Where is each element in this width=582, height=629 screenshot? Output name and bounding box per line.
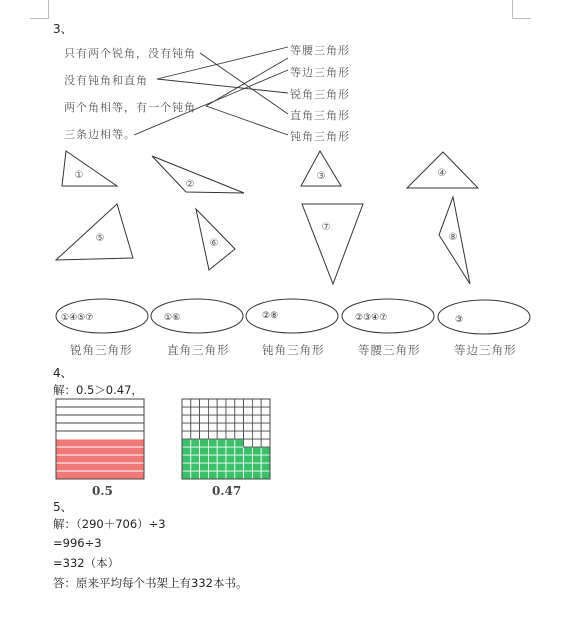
grid-cell — [217, 415, 226, 423]
question-5-answer: 答：原来平均每个书架上有332本书。 — [53, 576, 248, 590]
grid-cell — [244, 415, 253, 423]
grid-cell — [226, 431, 235, 439]
grid-cell-shaded — [261, 447, 270, 455]
grid-cell-shaded — [217, 463, 226, 471]
group-ellipse-obtuse — [246, 299, 338, 333]
stripe — [56, 407, 144, 415]
grid-cell-shaded — [226, 471, 235, 479]
grid-cell — [200, 431, 209, 439]
grid-cell — [208, 431, 217, 439]
group-members-equilateral: ③ — [455, 315, 464, 325]
grid-cell — [182, 431, 191, 439]
question-5-line-3: =332（本） — [53, 556, 120, 570]
grid-cell-shaded — [200, 439, 209, 447]
stripe — [56, 415, 144, 423]
grid-cell-shaded — [244, 447, 253, 455]
grid-cell-shaded — [200, 463, 209, 471]
grid-cell — [252, 431, 261, 439]
grid-cell — [191, 431, 200, 439]
figure-hundred-grid — [181, 398, 273, 480]
condition-4: 三条边相等。 — [64, 128, 136, 141]
grid-cell — [182, 407, 191, 415]
stripe-shaded — [56, 455, 144, 463]
triangle-label-1: ① — [74, 170, 84, 181]
grid-cell — [244, 423, 253, 431]
grid-cell — [191, 415, 200, 423]
grid-cell-shaded — [208, 471, 217, 479]
grid-cell — [200, 423, 209, 431]
stripe — [56, 423, 144, 431]
stripe — [56, 399, 144, 407]
triangle-label-4: ④ — [437, 168, 447, 179]
grid-cell-shaded — [217, 455, 226, 463]
grid-cell-shaded — [244, 471, 253, 479]
grid-cell-shaded — [208, 447, 217, 455]
stripe-shaded — [56, 463, 144, 471]
grid-cell-shaded — [182, 447, 191, 455]
grid-cell — [208, 407, 217, 415]
grid-cell-shaded — [252, 447, 261, 455]
grid-cell — [252, 407, 261, 415]
grid-cell — [244, 407, 253, 415]
grid-cell-shaded — [200, 455, 209, 463]
grid-cell-shaded — [235, 463, 244, 471]
figure-b-caption: 0.47 — [212, 484, 242, 498]
grid-cell-shaded — [191, 471, 200, 479]
grid-cell-shaded — [261, 463, 270, 471]
group-ellipse-equilateral — [438, 300, 530, 334]
grid-cell — [208, 415, 217, 423]
type-obtuse: 钝角三角形 — [290, 130, 350, 143]
grid-cell-shaded — [226, 455, 235, 463]
category-acute: 锐角三角形 — [70, 343, 133, 357]
group-members-obtuse: ②⑧ — [262, 311, 279, 321]
stripe-shaded — [56, 471, 144, 479]
grid-cell — [208, 423, 217, 431]
grid-cell-shaded — [226, 439, 235, 447]
grid-cell-shaded — [252, 471, 261, 479]
grid-cell — [235, 431, 244, 439]
grid-cell — [208, 399, 217, 407]
grid-cell-shaded — [191, 455, 200, 463]
grid-cell — [200, 399, 209, 407]
grid-cell-shaded — [244, 463, 253, 471]
figure-a-caption: 0.5 — [92, 484, 113, 498]
grid-cell — [261, 415, 270, 423]
triangle-label-7: ⑦ — [321, 222, 331, 233]
type-isosceles: 等腰三角形 — [290, 44, 350, 57]
grid-cell — [235, 399, 244, 407]
triangle-label-5: ⑤ — [95, 233, 105, 244]
question-5-number: 5、 — [53, 500, 73, 514]
type-right: 直角三角形 — [290, 109, 350, 122]
grid-cell — [261, 399, 270, 407]
grid-cell-shaded — [217, 439, 226, 447]
grid-cell — [226, 407, 235, 415]
grid-cell — [191, 423, 200, 431]
grid-cell-shaded — [200, 447, 209, 455]
grid-cell-shaded — [182, 463, 191, 471]
triangle-label-3: ③ — [316, 171, 326, 182]
category-obtuse: 钝角三角形 — [262, 343, 325, 357]
condition-2: 没有钝角和直角 — [64, 74, 148, 87]
grid-cell — [182, 423, 191, 431]
grid-cell — [252, 415, 261, 423]
question-3-number: 3、 — [53, 22, 73, 36]
stripe-shaded — [56, 447, 144, 455]
grid-cell-shaded — [217, 471, 226, 479]
grid-cell-shaded — [261, 455, 270, 463]
grid-cell — [252, 423, 261, 431]
grid-cell — [261, 407, 270, 415]
condition-1: 只有两个锐角，没有钝角 — [64, 47, 196, 60]
category-right: 直角三角形 — [167, 343, 230, 357]
grid-cell-shaded — [235, 455, 244, 463]
grid-cell — [200, 407, 209, 415]
type-acute: 锐角三角形 — [290, 88, 350, 101]
grid-cell-shaded — [252, 463, 261, 471]
group-members-isosceles: ②③④⑦ — [355, 313, 388, 323]
grid-cell — [235, 407, 244, 415]
grid-cell — [217, 399, 226, 407]
grid-cell — [252, 399, 261, 407]
grid-cell — [226, 399, 235, 407]
stripe — [56, 431, 144, 439]
grid-cell-shaded — [191, 463, 200, 471]
grid-cell-shaded — [182, 471, 191, 479]
condition-3: 两个角相等，有一个钝角 — [64, 101, 196, 114]
grid-cell-shaded — [217, 447, 226, 455]
category-isosceles: 等腰三角形 — [358, 343, 421, 357]
triangle-label-2: ② — [185, 179, 195, 190]
grid-cell-shaded — [208, 455, 217, 463]
category-equilateral: 等边三角形 — [454, 343, 517, 357]
grid-cell — [217, 431, 226, 439]
grid-cell — [261, 423, 270, 431]
grid-cell — [191, 399, 200, 407]
grid-cell-shaded — [200, 471, 209, 479]
grid-cell-shaded — [226, 463, 235, 471]
group-members-right: ①⑥ — [164, 313, 181, 323]
grid-cell — [191, 407, 200, 415]
grid-cell-shaded — [235, 471, 244, 479]
group-members-acute: ①④⑤⑦ — [61, 313, 94, 323]
grid-cell — [226, 423, 235, 431]
triangle-label-6: ⑥ — [209, 238, 219, 249]
grid-cell — [261, 439, 270, 447]
stripe-shaded — [56, 439, 144, 447]
grid-cell — [235, 423, 244, 431]
grid-cell-shaded — [252, 455, 261, 463]
grid-cell-shaded — [235, 439, 244, 447]
grid-cell-shaded — [182, 455, 191, 463]
grid-cell — [244, 399, 253, 407]
grid-cell — [235, 415, 244, 423]
grid-cell-shaded — [208, 463, 217, 471]
question-5-line-1: 解：（290＋706）÷3 — [53, 517, 166, 531]
grid-cell — [244, 431, 253, 439]
grid-cell — [217, 407, 226, 415]
triangle-label-8: ⑧ — [448, 232, 458, 243]
question-4-number: 4、 — [53, 366, 73, 380]
grid-cell-shaded — [244, 455, 253, 463]
question-4-solution: 解：0.5＞0.47， — [53, 383, 143, 397]
grid-cell — [252, 439, 261, 447]
question-5-line-2: =996÷3 — [53, 536, 102, 550]
type-equilateral: 等边三角形 — [290, 66, 350, 79]
grid-cell — [182, 415, 191, 423]
grid-cell-shaded — [226, 447, 235, 455]
grid-cell-shaded — [261, 471, 270, 479]
grid-cell-shaded — [191, 439, 200, 447]
grid-cell — [244, 439, 253, 447]
grid-cell — [261, 431, 270, 439]
grid-cell — [200, 415, 209, 423]
grid-cell-shaded — [208, 439, 217, 447]
figure-half-stripes — [55, 398, 147, 480]
grid-cell-shaded — [191, 447, 200, 455]
grid-cell — [217, 423, 226, 431]
grid-cell — [182, 399, 191, 407]
grid-cell-shaded — [182, 439, 191, 447]
grid-cell-shaded — [235, 447, 244, 455]
grid-cell — [226, 415, 235, 423]
